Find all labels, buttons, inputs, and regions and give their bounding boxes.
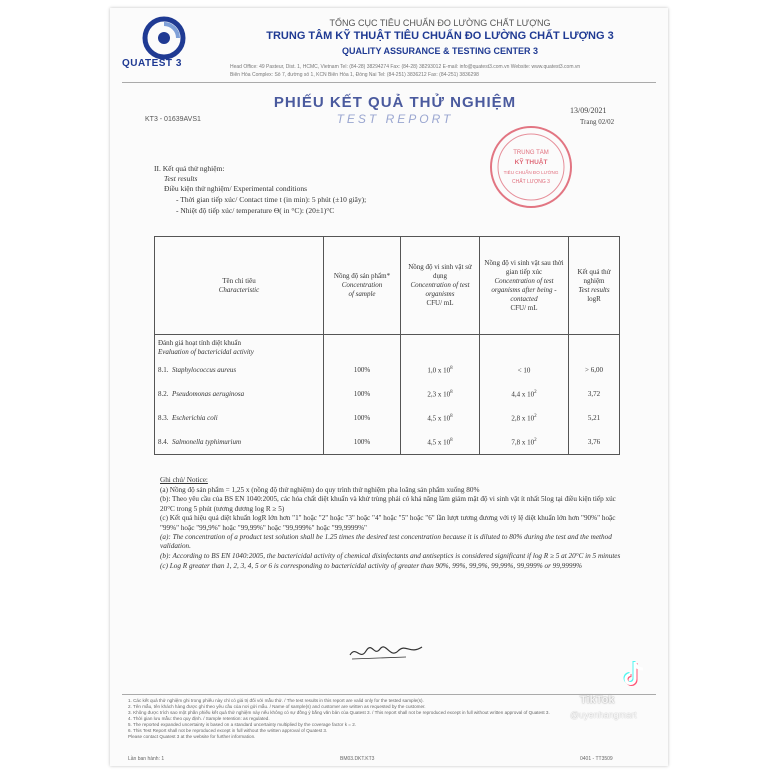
col-organisms-after: Nồng độ vi sinh vật sau thời gian tiếp xúc Concentration of test organisms after being - contacted CFU/ mL: [480, 237, 569, 335]
footer-line: 2. Tên mẫu, tên khách hàng được ghi theo yêu cầu của nơi gửi mẫu. / Name of sample(s) and customer are written as requested by the customer.: [128, 704, 426, 709]
group-label-en: Evaluation of bactericidal activity: [158, 348, 254, 356]
notes-block: [160, 476, 630, 572]
header-line-3: QUALITY ASSURANCE & TESTING CENTER 3: [341, 46, 539, 56]
header-address-1: Head Office: 49 Pasteur, Dist. 1, HCMC, Vietnam Tel: (84-28) 38294274 Fax: (84-28) 38293012 E-mail: info@quatest3.com.vn Website: www.quatest3.com.vn: [230, 64, 581, 70]
footer-line: 5. The reported expanded uncertainty is based on a standard uncertainty multiplied by the coverage factor k = 2.: [128, 722, 357, 727]
condition-temperature: - Nhiệt độ tiếp xúc/ temperature Θ( in °C): (20±1)°C: [176, 206, 335, 215]
row-id: 8.1.: [158, 366, 169, 374]
header-address-2: Biên Hòa Complex: Số 7, đường số 1, KCN Biên Hòa 1, Đồng Nai Tel: (84-251) 3836212 Fax: (84-251) 3836298: [230, 72, 479, 78]
organisms-after-value: 7,8 x $10^2$: [480, 430, 569, 454]
footer-divider: [122, 694, 656, 695]
footer-line: 3. Không được trích sao một phần phiếu kết quả thử nghiệm này nếu không có sự đồng ý bằng văn bản của Quatest 3. / This report shall not be reproduced except in full without written approval of Quatest 3.: [128, 710, 550, 715]
notes-heading: Ghi chú/ Notice:: [160, 476, 208, 484]
footer-line: 6. This Test Report shall not be reproduced except in full without the written approval of Quatest 3.: [128, 728, 328, 733]
organism-name: Escherichia coli: [172, 414, 218, 422]
table-row: [155, 430, 620, 454]
col-characteristic: Tên chỉ tiêu Characteristic: [155, 237, 324, 335]
footer-line: 1. Các kết quả thử nghiệm ghi trong phiếu này chỉ có giá trị đối với mẫu thử. / The test results in this report are valid only for the tested sample(s).: [128, 698, 424, 703]
report-title-vn: PHIẾU KẾT QUẢ THỬ NGHIỆM: [273, 94, 517, 111]
organisms-after-value: < 10: [480, 358, 569, 382]
tiktok-handle: @uyenhangmart: [570, 710, 637, 720]
footer-form-code: BM03.DKT.KT3: [340, 756, 375, 762]
tiktok-logo-icon: [622, 660, 646, 688]
organisms-used-value: 4,5 x $10^8$: [401, 430, 480, 454]
logr-result-value: > 6,00: [569, 358, 620, 382]
row-id: 8.4.: [158, 437, 169, 446]
stamp-line-4: CHẤT LƯỢNG 3: [512, 179, 550, 185]
organisms-after-value: 4,4 x $10^2$: [480, 382, 569, 406]
col-organisms-used: Nồng độ vi sinh vật sử dụng Concentration of test organisms CFU/ mL: [401, 237, 480, 335]
concentration-value: 100%: [324, 406, 401, 430]
quatest-logo-icon: [142, 16, 186, 60]
concentration-value: 100%: [324, 382, 401, 406]
organisms-after-value: 2,8 x $10^2$: [480, 406, 569, 430]
logr-result-value: 5,21: [569, 406, 620, 430]
red-stamp-icon: [488, 124, 574, 210]
stamp-line-3: TIÊU CHUẨN ĐO LƯỜNG: [503, 170, 559, 175]
tiktok-brand-text: TikTok: [580, 694, 615, 706]
table-row: [155, 382, 620, 406]
report-title-en: TEST REPORT: [336, 112, 454, 126]
concentration-value: 100%: [324, 430, 401, 454]
condition-contact-time: - Thời gian tiếp xúc/ Contact time t (in min): 5 phút (±10 giây);: [176, 195, 367, 204]
organisms-used-value: 2,3 x $10^8$: [401, 382, 480, 406]
table-group-row: [155, 335, 620, 359]
header-line-2: TRUNG TÂM KỸ THUẬT TIÊU CHUẨN ĐO LƯỜNG CHẤT LƯỢNG 3: [266, 30, 614, 42]
results-table: [154, 236, 620, 455]
header-divider: [122, 82, 656, 83]
row-id: 8.3.: [158, 414, 169, 422]
experimental-conditions: Điều kiện thử nghiệm/ Experimental conditions: [164, 184, 307, 193]
note-b-vn: (b): Theo yêu cầu của BS EN 1040:2005, các hóa chất diệt khuẩn và khử trùng phải có khả năng làm giảm mật độ vi sinh vật ít nhất 5log tại điều kiện tiếp xúc 20°C trong 5 phút (tương đương log R ≥ 5): [160, 495, 616, 513]
col-result: Kết quả thử nghiệm Test results logR: [569, 237, 620, 335]
section-heading-en: Test results: [164, 174, 198, 183]
table-header-row: [155, 237, 620, 335]
organism-name: Pseudomonas aeruginosa: [172, 390, 245, 398]
report-reference: KT3 - 01639AVS1: [145, 116, 201, 123]
footer-line: Please contact Quatest 3 at the website for further information.: [128, 734, 256, 739]
organisms-used-value: 1,0 x $10^8$: [401, 358, 480, 382]
table-row: [155, 358, 620, 382]
report-page-number: Trang 02/02: [580, 118, 615, 126]
footer-issue: Lần ban hành: 1: [128, 756, 165, 762]
note-c-vn: (c) Kết quả hiệu quả diệt khuẩn logR lớn hơn "1" hoặc "2" hoặc "3" hoặc "4" hoặc "5" hoặc "6" lần lượt tương đương với tỷ lệ diệt khuẩn lớn hơn "90%" hoặc "99%" hoặc "99,9%" hoặc "99,99%" hoặc "99,999%" hoặc "99,9999%": [160, 514, 616, 532]
organisms-used-value: 4,5 x $10^8$: [401, 406, 480, 430]
table-row: [155, 406, 620, 430]
organism-name: Staphylococcus aureus: [172, 366, 237, 374]
report-date: 13/09/2021: [570, 106, 607, 115]
footer-doc-code: 0401 - TT3509: [580, 756, 613, 762]
organism-name: Salmonella typhimurium: [172, 437, 242, 446]
group-label-vn: Đánh giá hoạt tính diệt khuẩn: [158, 339, 242, 347]
note-c-en: (c) Log R greater than 1, 2, 3, 4, 5 or 6 is corresponding to bactericidal activity of greater than 90%, 99%, 99,9%, 99,99%, 99,999% or 99,9999%: [160, 561, 583, 570]
col-concentration: Nồng độ sản phẩm* Concentration of sample: [324, 237, 401, 335]
note-b-en: (b): According to BS EN 1040:2005, the bactericidal activity of chemical disinfectants and antiseptics is considered significant if log R ≥ 5 at 20°C in 5 minutes: [160, 552, 621, 561]
note-a-vn: (a) Nồng độ sản phẩm = 1,25 x (nồng độ thử nghiệm) do quy trình thử nghiệm pha loãng sản phẩm xuống 80%: [160, 485, 480, 494]
concentration-value: 100%: [324, 358, 401, 382]
document-page: [110, 8, 668, 766]
header-line-1: TỔNG CỤC TIÊU CHUẨN ĐO LƯỜNG CHẤT LƯỢNG: [329, 18, 551, 28]
stamp-line-2: KỸ THUẬT: [514, 159, 548, 166]
logo-text: QUATEST 3: [122, 58, 182, 69]
footer-line: 4. Thời gian lưu mẫu: theo quy định. / Sample retention: as regulated.: [128, 716, 270, 721]
logr-result-value: 3,72: [569, 382, 620, 406]
row-id: 8.2.: [158, 390, 169, 398]
stamp-line-1: TRUNG TÂM: [513, 150, 549, 156]
section-heading: II. Kết quả thử nghiệm:: [154, 164, 225, 173]
signature-icon: [346, 641, 426, 663]
note-a-en: (a): The concentration of a product test solution shall be 1.25 times the desired test concentration because it is diluted to 80% during the test and the method validation.: [160, 533, 612, 551]
logr-result-value: 3,76: [569, 430, 620, 454]
